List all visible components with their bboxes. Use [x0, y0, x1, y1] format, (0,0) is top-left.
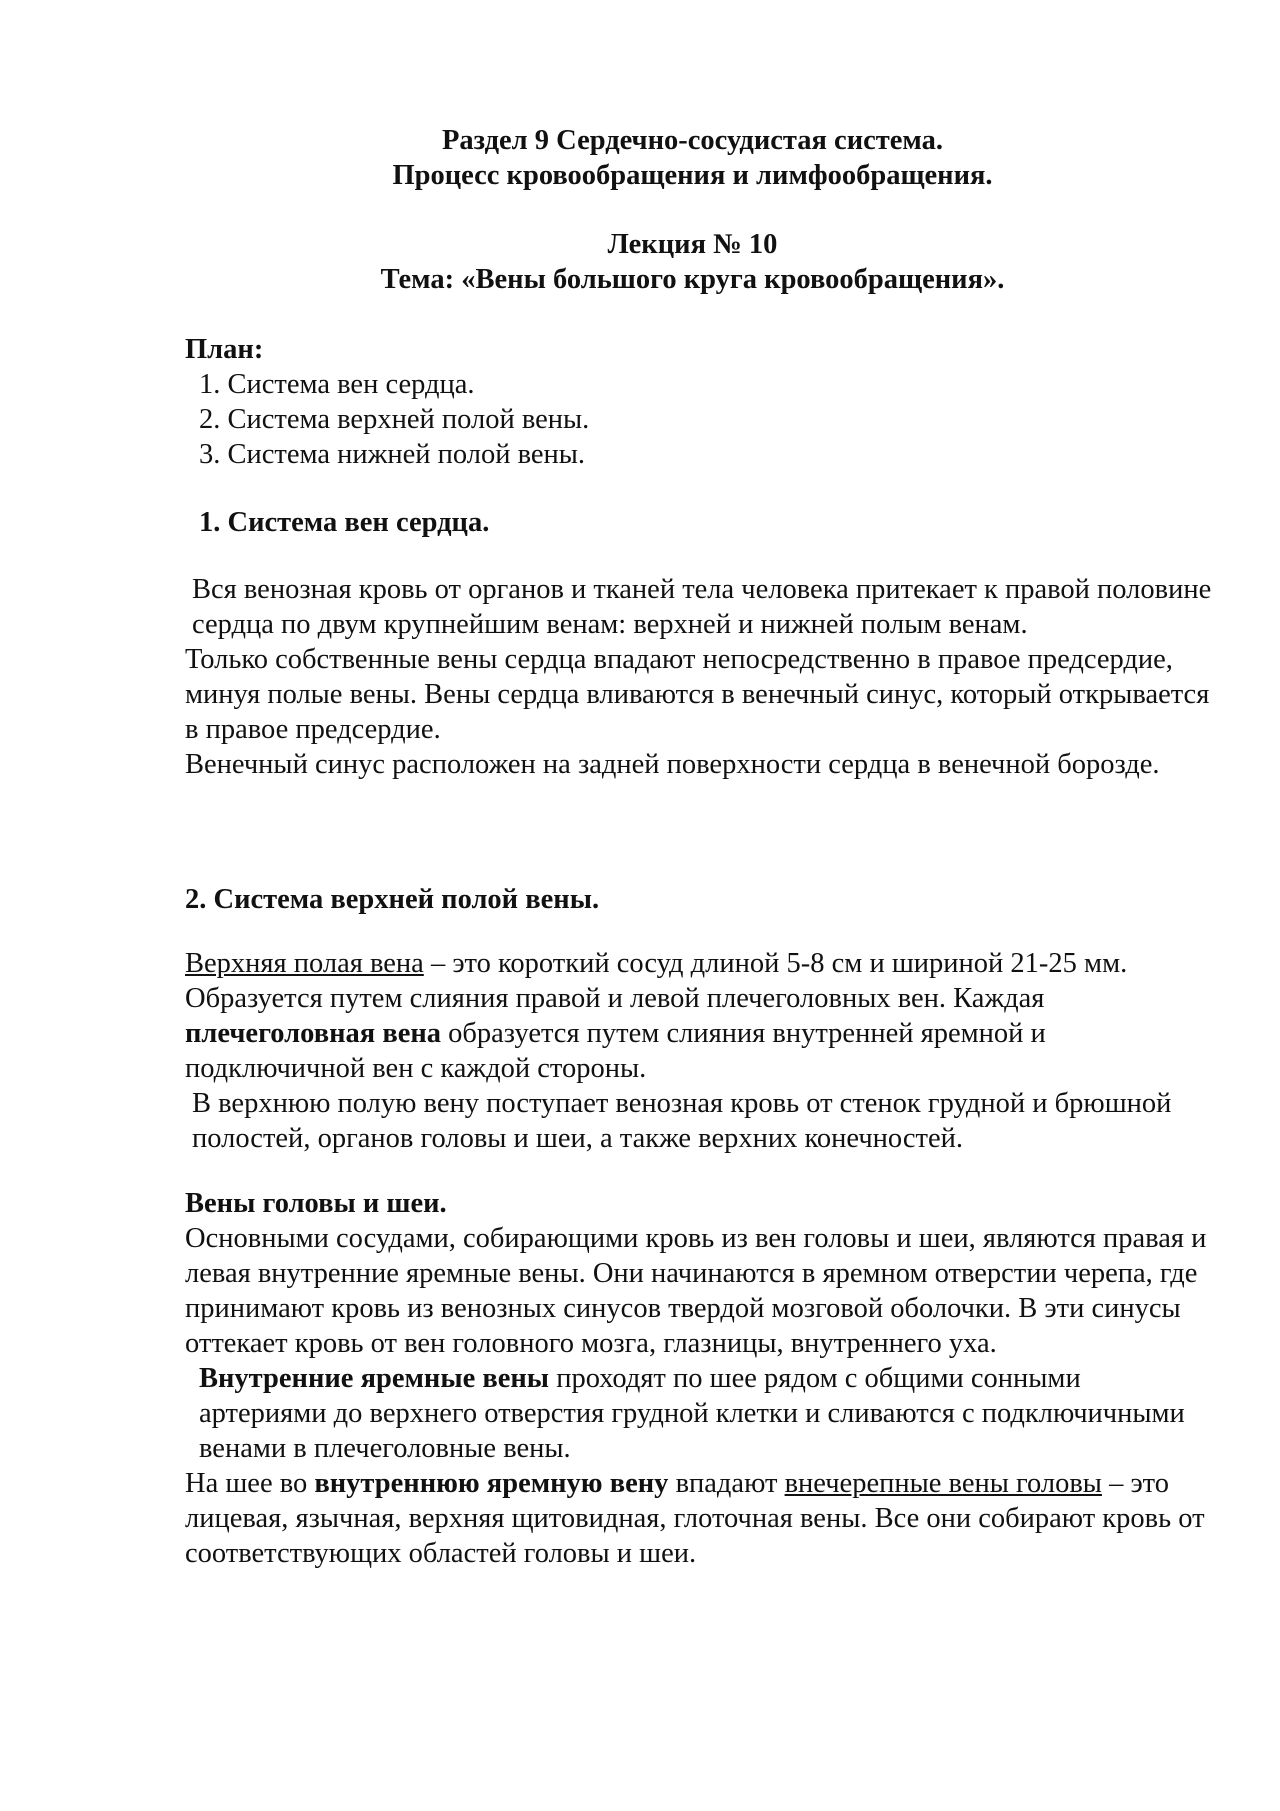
paragraph: Вся венозная кровь от органов и тканей тела человека притекает к правой половине сердца по двум крупнейшим венам: верхней и нижней полым венам.	[192, 574, 1212, 640]
term-extracranial-veins: внечерепные вены головы	[784, 1468, 1102, 1499]
term-brachiocephalic-vein: плечеголовная вена	[185, 1018, 442, 1049]
title-line-2: Процесс кровообращения и лимфообращения.	[392, 160, 993, 191]
term-internal-jugular-vein: внутреннюю яремную вену	[314, 1468, 669, 1499]
text-run: впадают	[668, 1468, 785, 1499]
paragraph: Основными сосудами, собирающими кровь из вен головы и шеи, являются правая и левая внутренние яремные вены. Они начинаются в яремном отверстии черепа, где принимают кровь из венозных синусов твердой мозговой оболочки. В эти синусы оттекает кровь от вен головного мозга, глазницы, внутреннего уха.	[185, 1223, 1207, 1359]
paragraph: Венечный синус расположен на задней поверхности сердца в венечной борозде.	[185, 749, 1160, 780]
plan-item: 3. Система нижней полой вены.	[199, 439, 586, 470]
plan-item: 1. Система вен сердца.	[199, 369, 475, 400]
section-1-heading-wrap	[185, 505, 1215, 540]
plan-item: 2. Система верхней полой вены.	[199, 404, 590, 435]
section-1-body	[185, 572, 1215, 782]
lecture-heading	[185, 227, 1200, 297]
title-line-1: Раздел 9 Сердечно-сосудистая система.	[441, 125, 944, 156]
paragraph	[185, 1361, 1215, 1466]
section-title	[185, 123, 1200, 193]
text-run: На шее во	[185, 1468, 315, 1499]
term-internal-jugular-veins: Внутренние яремные вены	[199, 1363, 550, 1394]
text-run: – это лицевая, язычная, верхняя щитовидная, глоточная вены. Все они собирают кровь от соответствующих областей головы и шеи.	[185, 1468, 1205, 1569]
section-2-body	[185, 946, 1215, 1156]
lecture-topic: Тема: «Вены большого круга кровообращения».	[380, 264, 1005, 295]
text-run: образуется путем слияния внутренней яремной и подключичной вен с каждой стороны.	[185, 1018, 1046, 1084]
paragraph	[185, 946, 1215, 1086]
text-run: проходят по шее рядом с общими сонными артериями до верхнего отверстия грудной клетки и сливаются с подключичными венами в плечеголовные вены.	[199, 1363, 1185, 1464]
section-1-heading: 1. Система вен сердца.	[199, 507, 490, 538]
section-2-heading-wrap	[185, 882, 1215, 917]
section-2-heading: 2. Система верхней полой вены.	[185, 884, 600, 915]
term-superior-vena-cava: Верхняя полая вена	[185, 948, 424, 979]
plan-title: План:	[185, 334, 264, 365]
text-run: – это короткий сосуд длиной 5-8 см и шириной 21-25 мм. Образуется путем слияния правой и левой плечеголовных вен. Каждая	[185, 948, 1128, 1014]
section-3	[185, 1186, 1215, 1571]
section-3-heading: Вены головы и шеи.	[185, 1188, 447, 1219]
lecture-number: Лекция № 10	[607, 229, 778, 260]
plan	[185, 332, 1215, 472]
paragraph: В верхнюю полую вену поступает венозная кровь от стенок грудной и брюшной полостей, органов головы и шеи, а также верхних конечностей.	[192, 1088, 1172, 1154]
paragraph	[185, 1466, 1215, 1571]
paragraph: Только собственные вены сердца впадают непосредственно в правое предсердие, минуя полые вены. Вены сердца вливаются в венечный синус, который открывается в правое предсердие.	[185, 644, 1210, 745]
